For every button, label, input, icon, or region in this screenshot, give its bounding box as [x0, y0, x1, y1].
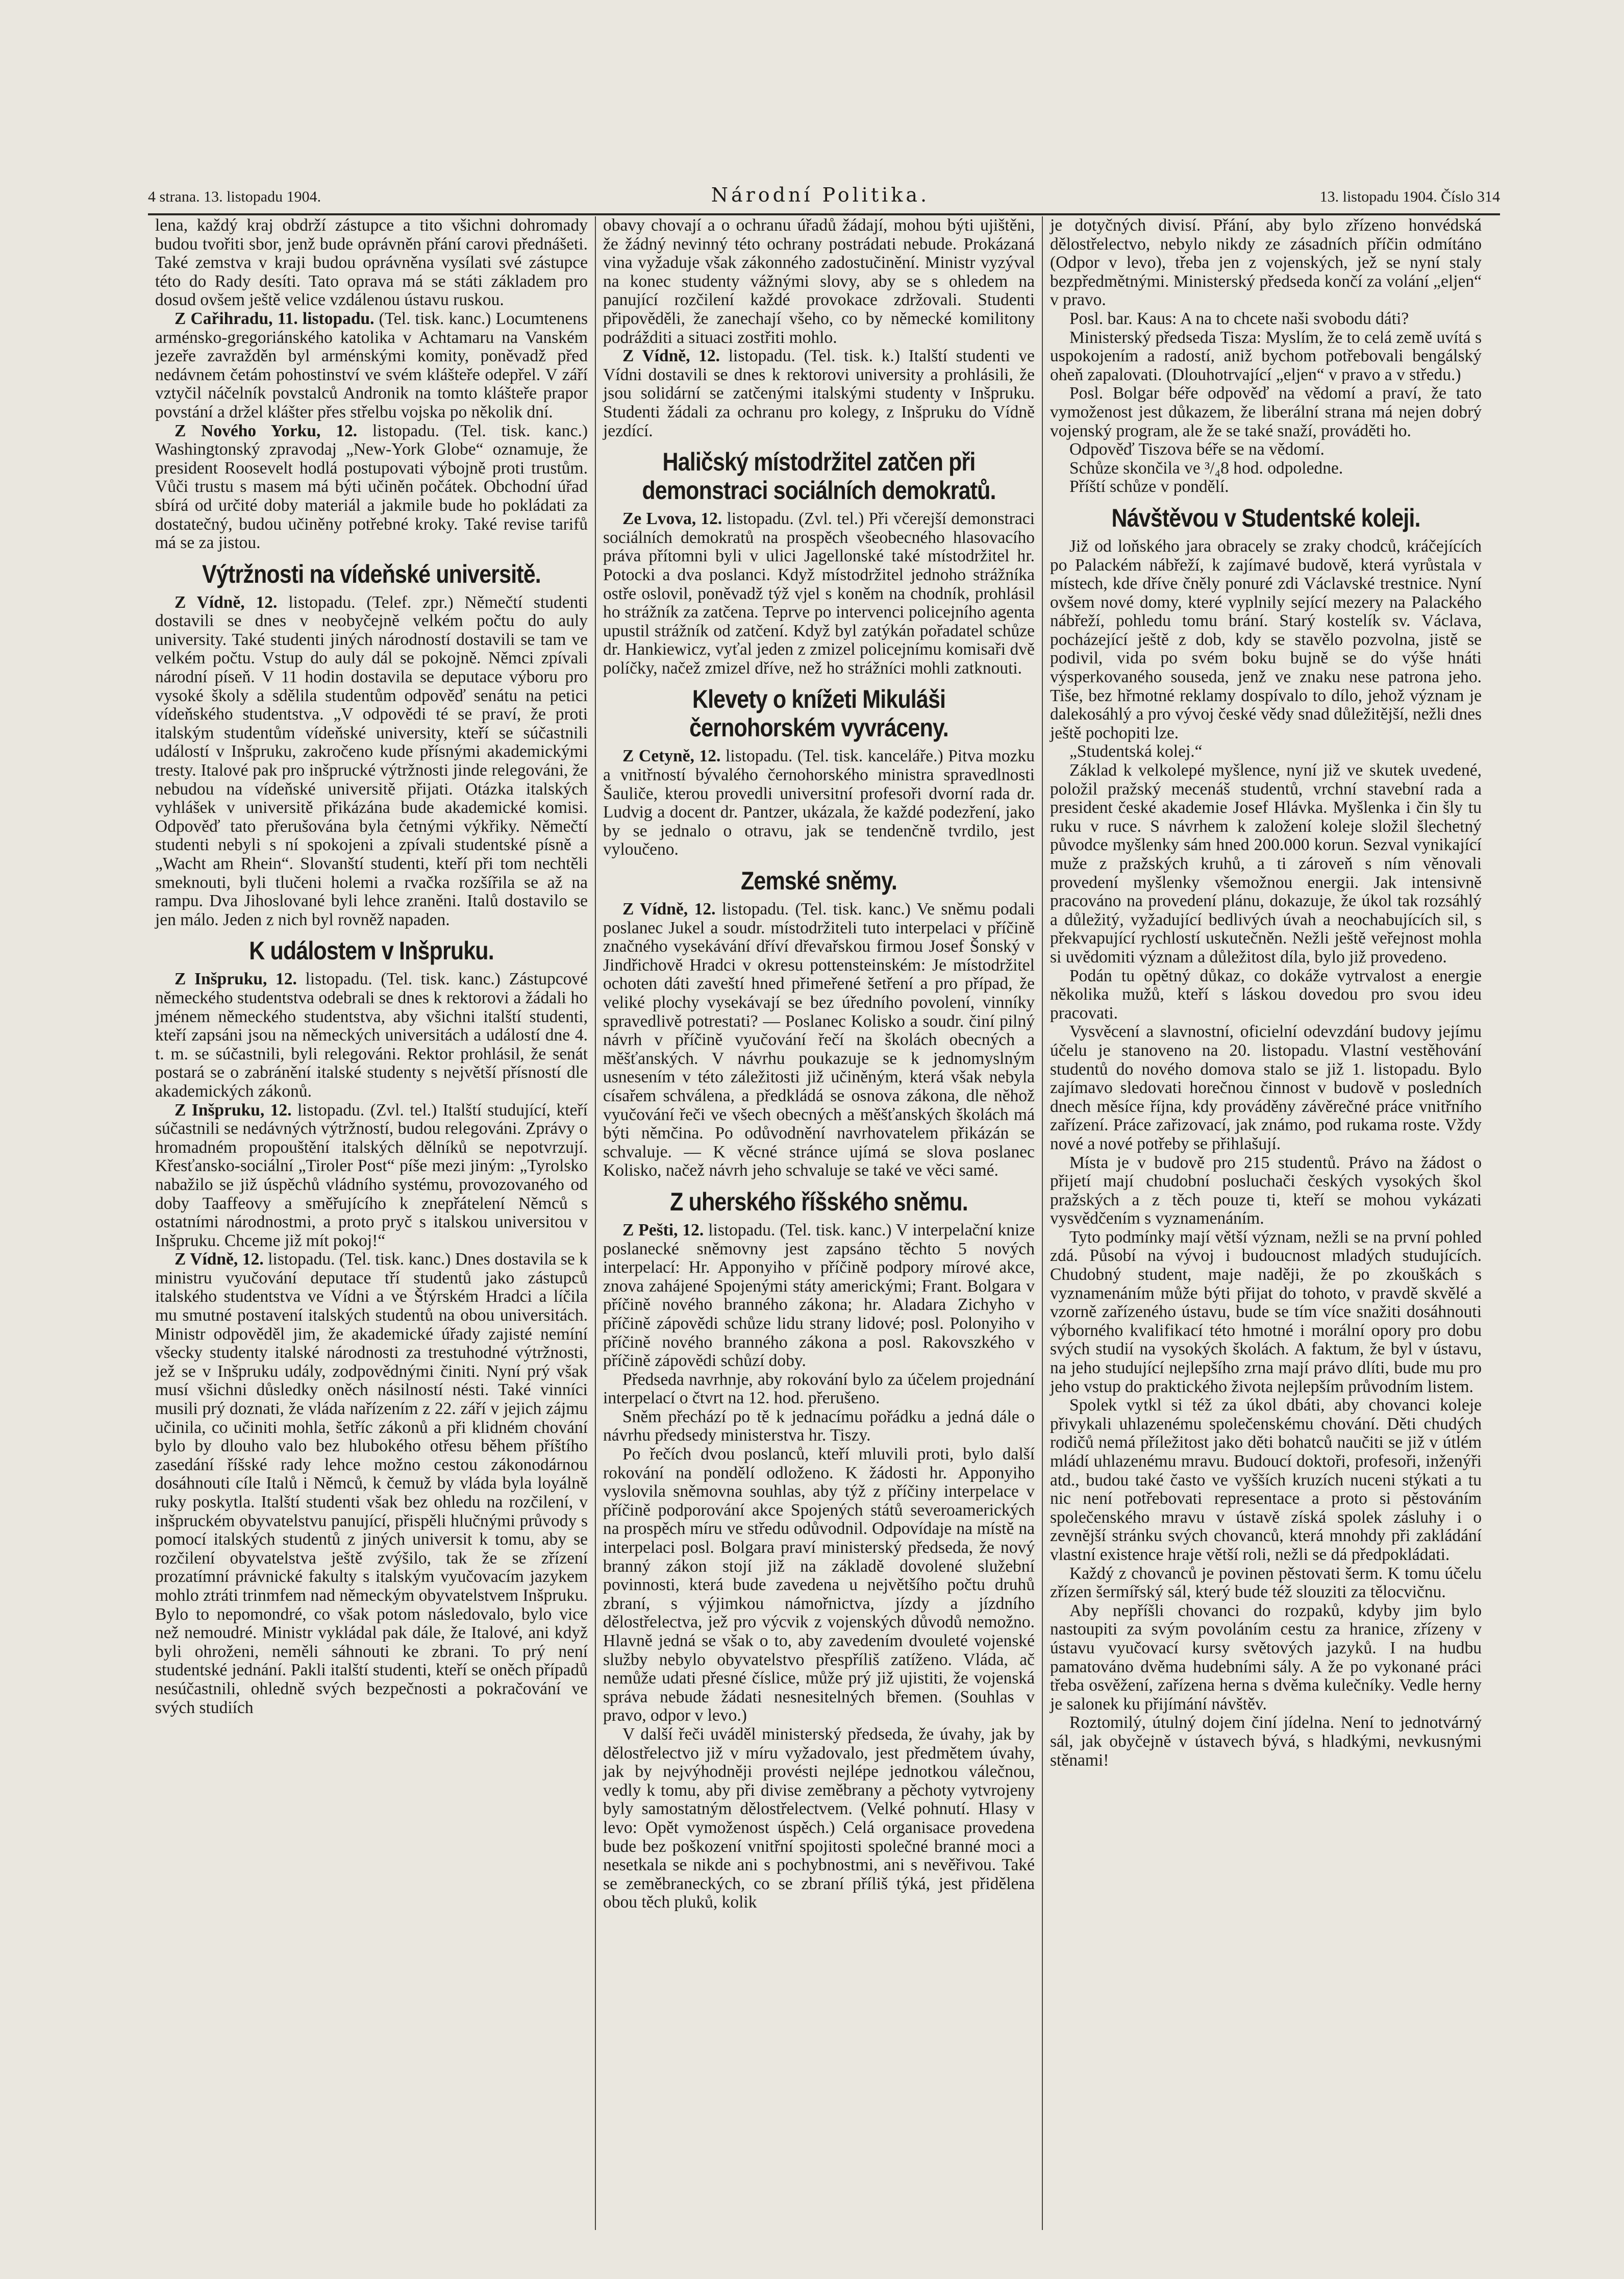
paragraph	[155, 970, 588, 1101]
header-page-info: 4 strana. 13. listopadu 1904.	[148, 188, 321, 205]
paragraph-text: listopadu. (Tel. tisk. kanc.) Zástupcové německého studentstva odebrali se dnes k rektorovi a žádali ho jménem německého studentstva, aby všichni italští studenti, kteří zapsáni jsou na německých universitách a událostí dne 4. t. m. se súčastnili, byli relegováni. Rektor prohlásil, že senát postará se o zabránění italské studenty s největší přísností dle akademických zákonů.	[155, 970, 588, 1101]
paragraph	[155, 1101, 588, 1251]
paragraph	[603, 510, 1035, 678]
newspaper-page	[148, 184, 1500, 2230]
paragraph: Schůze skončila ve ³/₄8 hod. odpoledne.	[1069, 458, 1343, 478]
paragraph: „Studentská kolej.“	[1069, 742, 1203, 761]
paragraph-text: listopadu. (Tel. tisk. kanc.) Washingtonský zpravodaj „New-York Globe“ oznamuje, že president Roosevelt hodlá postupovati výbojně proti trustům. Vůči trustu s masem má býti učiněn počátek. Obchodní úřad sbírá od určité doby materiál a jakmile bude ho pokládati za dostatečný, budou učiněny potřebné kroky. Také revise tarifů má se za jistou.	[155, 421, 588, 553]
paragraph-text: listopadu. (Tel. tisk. k.) Italští studenti ve Vídni dostavili se dnes k rektorovi university a prohlásili, že jsou solidární se zatčenými italskými studenty v Inšpruku. Studenti žádali za ochranu pro kolegy, z Inšpruku do Vídně jezdící.	[603, 346, 1035, 440]
paragraph: Základ k velkolepé myšlence, nyní již ve skutek uvedené, položil pražský mecenáš studentů, vrchní stavební rada a president české akademie Josef Hlávka. Myšlenka i čin šly tu ruku v ruce. S návrhem k založení koleje složil šlechetný původce myšlenky sám hned 200.000 korun. Sezval vynikající muže z pražských kruhů, a ti zároveň s ním věnovali provedení myšlenky všemožnou energii. Jak intensivně pracováno na provedení plánu, dokazuje, že úkol tak rozsáhlý a důležitý, vyžadující bedlivých úvah a neochabujících sil, s překvapující rychlostí uskutečněn. Nežli ještě veřejnost mohla si uvědomiti význam a důležitost díla, bylo již provedeno.	[1050, 761, 1482, 967]
paragraph-text: (Tel. tisk. kanc.) Locumtenens arménsko-gregoriánského katolika v Achtamaru na Vanském jezeře zavražděn byl arménskými komity, poněvadž před nedávnem četám pohostinství ve svém klášteře odepřel. V září vztyčil náčelník povstalců Andronik na tomto klášteře prapor povstání a držel klášter přes střelbu vojska po několik dní.	[155, 309, 588, 422]
paragraph-text: listopadu. (Tel. tisk. kanc.) Ve sněmu podali poslanec Jukel a soudr. místodržiteli tuto interpelaci v příčině značného vysekávání dříví dřevařskou firmou Josef Šonský v Jindřichově Hradci v okresu pottensteinském: Je místodržitel ochoten dáti zaveští hned přimeřené šetření a pro případ, že veliké plochy vysekávají se bez úředního povolení, vinníky spravedlivě potrestati? — Poslanec Kolisko a soudr. činí pilný návrh v příčině vyučování řečí na školách obecných a měšťanských. V návrhu poukazuje se k jednomyslným usnesením v této záležitosti již učiněným, která však nebyla císařem schválena, a předkládá se osnova zákona, dle něhož vyučování řeči ve všech obecných a měšťanských školách má býti němčina. Po odůvodnění navrhovatelem přikázán se schvaluje. — K věcné stránce ujímá se slova poslanec Kolisko, načež návrh jeho schvaluje se také ve věci samé.	[603, 900, 1035, 1180]
dateline: Z Inšpruku, 12.	[174, 970, 297, 989]
paragraph: Odpověď Tiszova béře se na vědomí.	[1069, 440, 1325, 459]
article-heading: Z uherského říšského sněmu.	[670, 1187, 968, 1216]
dateline: Z Inšpruku, 12.	[174, 1100, 292, 1120]
column-3	[1042, 216, 1489, 2230]
paragraph: Roztomilý, útulný dojem činí jídelna. Není to jednotvárný sál, jak obyčejně v ústavech bývá, s hladkými, nevkusnými stěnami!	[1050, 1713, 1482, 1770]
paragraph: V další řeči uváděl ministerský předseda, že úvahy, jak by dělostřelectvo již v míru vyžadovalo, jest předmětem úvahy, jak by nejvýhodněji provésti nejlépe jednotkou válečnou, vedly k tomu, aby při divise zeměbrany a pěchoty vytvrojeny byly samostatným dělostřelectvem. (Velké pohnutí. Hlasy v levo: Opět vymoženost úspěch.) Celá organisace provedena bude bez poškození vnitřní spojitosti společné branné moci a nesetkala se nikde ani s pochybnostmi, ani s nevěřivou. Také se zeměbraneckých, co se zbraní příliš týká, jest přidělena obou těch pluků, kolik	[603, 1724, 1035, 1912]
dateline: Z Cařihradu, 11. listopadu.	[174, 309, 374, 328]
article-heading: Zemské sněmy.	[741, 866, 897, 896]
paragraph: Posl. Bolgar béře odpověď na vědomí a praví, že tato vymoženost jest důkazem, že liberální strana má nejen dobrý vojenský program, ale že se také snaží, prováděti ho.	[1050, 384, 1482, 440]
paragraph-text: listopadu. (Zvl. tel.) Italští studující, kteří súčastnili se nedávných výtržností, budou relegováni. Zprávy o hromadném propouštění italských dělníků se nepotvrzují. Křesťansko-sociální „Tiroler Post“ píše mezi jiným: „Tyrolsko nabažilo se již úspěchů vládního systému, provozovaného od doby Taaffeovy a směřujícího k znepřátelení Němců s ostatními národnostmi, a proto pryč s italskou universitou v Inšpruku. Chceme již mít pokoj!“	[155, 1100, 588, 1250]
paragraph-text: listopadu. (Tel. tisk. kanc.) Dnes dostavila se k ministru vyučování deputace tří studentů jako zástupců italského studentstva ve Vídni a ve Štýrském Hradci a líčila mu smutné postavení italských studentů na obou universitách. Ministr odpověděl jim, že akademické úřady zajisté nemíní všecky studenty italské národnosti za trestuhodné výtržnosti, jež se v Inšpruku udály, zodpovědnými činiti. Nyní prý však musí všichni důsledky oněch násilností nésti. Také vinníci musili prý doznati, že vláda nařízením z 22. září v jejich zájmu učinila, co učiniti mohla, šetříc zákonů a při klidném chování bylo by dlouho valo bez hlubokého otřesu během příštího zasedání říšské rady lehce možno cestou zákonodárnou dosáhnouti cíle Italů i Němců, k čemuž by vláda byla loyálně ruky poskytla. Italští studenti však bez ohledu na rozčilení, v inšpruckém obyvatelstvu panující, přispěli hlučnými průvody s pomocí italských studentů z jiných universit k tomu, aby se rozčilení obyvatelstva ještě zvýšilo, tak že se zřízení prozatímní právnické fakulty s italským vyučovacím jazykem mohlo ztráti trinmfem nad německým obyvatelstvem Inšpruku. Bylo to nepomondré, co však potom následovalo, bylo vice než nemoudré. Ministr vykládal pak dále, že Italové, ani když byli ohroženi, neměli sáhnouti ke zbrani. To prý není studentské jednání. Pakli italští studenti, kteří se oněch případů nesúčastnili, ohledně svých bezpečnosti a pokračování ve svých studiích	[155, 1250, 588, 1717]
paragraph: Již od loňského jara obracely se zraky chodců, kráčejících po Palackém nábřeží, k zajímavé budově, která vyrůstala v místech, kde dříve čněly ponuré zdi Václavské trestnice. Nyní ovšem nové domy, které vyplnily sející mezery na Palackého nábřeží, pohledu tomu brání. Starý kostelík sv. Václava, pocházející ještě z dob, kdy se stavělo pozvolna, jistě se podivil, vida po svém boku bujně se do výše hnáti výsperkovaného souseda, jenž ve znaku nese patrona jeho. Tiše, bez hřmotné reklamy dospívalo to dílo, jehož význam je dalekosáhlý a pro vývoj české vědy snad důležitější, nežli dnes ještě pochopiti lze.	[1050, 536, 1482, 742]
paragraph: je dotyčných divisí. Přání, aby bylo zřízeno honvédská dělostřelectvo, nebylo nikdy ze zásadních příčin odmítáno (Odpor v levo), třeba jen z vojenských, jež se nyní staly bezpředmětnými. Ministerský předseda končí za volání „eljen“ v pravo.	[1050, 216, 1482, 310]
page-header	[148, 184, 1500, 215]
column-1	[148, 216, 595, 2230]
paragraph: Spolek vytkl si též za úkol dbáti, aby chovanci koleje přivykali uhlazenému společenskému chování. Děti chudých rodičů nemá příležitost jako děti bohatců naučiti se již v útlém mládí uhlazenému mravu. Budoucí doktoři, profesoři, inženýři atd., budou také často ve vyšších kruzích nuceni stýkati a tu nic není potřebovati representace a proto si pěstováním společenského mravu v ústavě získá spolek zásluhy i o zevnější stránku svých chovanců, která mnohdy při zakládání vlastní existence hraje větší roli, nežli se dá předpokládati.	[1050, 1396, 1482, 1564]
paragraph: Vysvěcení a slavnostní, oficielní odevzdání budovy jejímu účelu je stanoveno na 20. listopadu. Vlastní vestěhování studentů do nového domova stalo se již 1. listopadu. Bylo zajímavo sledovati horečnou činnost v budově v posledních dnech měsíce října, kdy prováděny závěrečné práce vnitřního zařízení. Práce zařizovací, jak známo, pod rukama roste. Vždy nové a nové potřeby se přihlašují.	[1050, 1022, 1482, 1153]
paragraph: Posl. bar. Kaus: A na to chcete naši svobodu dáti?	[1069, 309, 1409, 328]
masthead: Národní Politika.	[711, 184, 930, 206]
article-heading: Haličský místodržitel zatčen při demonstraci sociálních demokratů.	[642, 448, 996, 505]
paragraph-text: listopadu. (Telef. zpr.) Němečtí studenti dostavili se dnes v neobyčejně velkém počtu do auly university. Také studenti jiných národností dostavili se tam ve velkém počtu. Vstup do auly dál se pokojně. Němci zpívali národní píseň. V 11 hodin dostavila se deputace výboru pro vysoké školy a sdělila studentům odpověď senátu na petici vídeňského studentstva. „V odpovědi té se praví, že proti italským studentům vídeňské university, kteří se súčastnili událostí v Inšpruku, zakročeno kude přísnými akademickými tresty. Italové pak pro inšprucké výtržnosti jinde relegováni, že nebudou na vídeňské universitě přijati. Otázka italských vyhlášek v universitě přikázána bude akademické komisi. Odpověď tato přerušována byla četnými výkřiky. Němečtí studenti nebyli s ní spokojeni a zpívali studentské písně a „Wacht am Rhein“. Slovanští studenti, kteří při tom nechtěli smeknouti, byli tlučeni holemi a rvačka rozšířila se až na rampu. Dva Jihoslované byli lehce zraněni. Italů dostavilo se jen málo. Jeden z nich byl rovněž napaden.	[155, 592, 588, 929]
paragraph	[603, 1221, 1035, 1371]
paragraph: Ministerský předseda Tisza: Myslím, že to celá země uvítá s uspokojením a radostí, aniž bychom potřebovali bengálský oheň zapalovati. (Dlouhotrvající „eljen“ v pravo a v středu.)	[1050, 328, 1482, 384]
paragraph: Podán tu opětný důkaz, co dokáže vytrvalost a energie několika mužů, kteří s láskou dovedou pro svou ideu pracovati.	[1050, 966, 1482, 1023]
dateline: Z Nového Yorku, 12.	[174, 421, 358, 440]
article-heading: Výtržnosti na vídeňské universitě.	[202, 559, 541, 588]
dateline: Z Pešti, 12.	[622, 1220, 704, 1240]
dateline: Ze Lvova, 12.	[622, 509, 722, 529]
paragraph	[603, 900, 1035, 1180]
paragraph-text: listopadu. (Zvl. tel.) Při včerejší demonstraci sociálních demokratů na prospěch všeobecného hlasovacího práva přítomni byli v ulici Jagellonské také místodržitel hr. Potocki a dva poslanci. Když místodržitel jednoho strážníka ostře oslovil, poněvadž týž vjel s koněm na chodník, prohlásil ho strážník za zatčena. Teprve po intervenci policejního agenta upustil strážník od zatčení. Když byl zatýkán pořadatel schůze dr. Hankiewicz, vyťal jeden z zmizel policejnímu komisaři dvě políčky, načež zmizel dříve, než ho strážníci mohli zatknouti.	[603, 509, 1035, 678]
paragraph: lena, každý kraj obdrží zástupce a tito všichni dohromady budou tvořiti sbor, jenž bude oprávněn přání carovi přednášeti. Také zemstva v kraji budou oprávněna vysílati své zástupce této do Rady desíti. Tato oprava má se státi základem pro dosud ovšem ještě velice vzdálenou ústavu ruskou.	[155, 216, 588, 310]
paragraph: Po řečích dvou poslanců, kteří mluvili proti, bylo další rokování na pondělí odloženo. K žádosti hr. Apponyiho vyslovila sněmovna souhlas, aby týž z příčiny interpelace v příčině podporování akce Spojených států severoamerických na prospěch míru ve středu odůvodnil. Odpovídaje na místě na interpelaci posl. Bolgara praví ministerský předseda, že nový branný zákon stojí již na základě dovolené služební povinnosti, která bude zavedena u největšího počtu druhů zbraní, s výjimkou námořnictva, jízdy a jízdního dělostřelectva, jež pro výcvik z vojenských důvodů nemožno. Hlavně jedná se však o to, aby zavedením dvouleté vojenské služby nebylo obyvatelstvo přespříliš zatíženo. Vláda, ač nemůže udati přesné číslice, může prý již ujistiti, že vojenská správa nebude žádati nesnesitelných břemen. (Souhlas v pravo, odpor v levo.)	[603, 1445, 1035, 1725]
article-heading: Návštěvou v Studentské koleji.	[1111, 503, 1420, 532]
paragraph: Aby nepříšli chovanci do rozpaků, kdyby jim bylo nastoupiti za svým povoláním cestu za hranice, zřízeny v ústavu vyučovací kursy světových jazyků. I na hudbu pamatováno dvěma hudebními sály. A že po vykonané práci třeba osvěžení, zařízena herna s dvěma kulečníky. Vedle herny je salonek ku přijímání návštěv.	[1050, 1601, 1482, 1714]
paragraph: Místa je v budově pro 215 studentů. Právo na žádost o přijetí mají chudobní posluchači českých vysokých škol pražských a z těch pouze ti, kteří se mohou vykázati vysvědčením s vyznamenáním.	[1050, 1153, 1482, 1228]
paragraph: Příští schůze v pondělí.	[1069, 477, 1229, 497]
paragraph: Tyto podmínky mají větší význam, nežli se na první pohled zdá. Působí na vývoj i budoucnost mladých studujících. Chudobný student, maje naději, že po zkouškách s vyznamenáním může býti přijat do tohoto, v pravdě skvělé a vzorně zařízeného ústavu, bude se tím více snažiti dosáhnouti výborného kvalifikací této hmotné i morální opory pro dobu svých studií na vysokých školách. A faktum, že byl v ústavu, na jeho studující nejlepšího zrna mají právo dlíti, bude mu pro jeho vstup do praktického života nejlepším průvodním listem.	[1050, 1227, 1482, 1396]
dateline: Z Cetyně, 12.	[622, 747, 721, 766]
header-issue-info: 13. listopadu 1904. Číslo 314	[1319, 188, 1500, 205]
column-2	[595, 216, 1042, 2230]
paragraph	[155, 310, 588, 422]
dateline: Z Vídně, 12.	[622, 346, 720, 366]
dateline: Z Vídně, 12.	[174, 592, 278, 612]
paragraph	[155, 422, 588, 553]
columns	[148, 216, 1500, 2230]
paragraph: Sněm přechází po tě k jednacímu pořádku a jedná dále o návrhu předsedy ministerstva hr. Tiszy.	[603, 1407, 1035, 1445]
article-heading: Klevety o knížeti Mikuláši černohorském vyvráceny.	[689, 685, 948, 742]
article-heading: K událostem v Inšpruku.	[249, 936, 494, 965]
paragraph: obavy chovají a o ochranu úřadů žádají, mohou býti ujištěni, že žádný nevinný této ochrany postrádati nebude. Prokázaná vina vyžaduje však zákonného zadostučinění. Ministr vyzýval na konec studenty vážnými slovy, aby se s ohledem na panující rozčilení každé provokace zdržovali. Studenti připověděli, že zanechají všeho, co by německé komilitony podrážditi a situaci zostřiti mohlo.	[603, 216, 1035, 347]
paragraph	[155, 1250, 588, 1717]
paragraph	[603, 747, 1035, 859]
paragraph	[155, 593, 588, 930]
dateline: Z Vídně, 12.	[174, 1250, 264, 1269]
paragraph-text: listopadu. (Tel. tisk. kanceláře.) Pitva mozku a vnitřností bývalého černohorského ministra spravedlnosti Šauliče, kterou provedli universitní profesoři dvorní rada dr. Ludvig a docent dr. Pantzer, ukázala, že každé podezření, jako by se jednalo o otravu, jak se tendenčně tvrdilo, jest vyloučeno.	[603, 747, 1035, 859]
paragraph	[603, 347, 1035, 440]
paragraph: Každý z chovanců je povinen pěstovati šerm. K tomu účelu zřízen šermířský sál, který bude též slouziti za tělocvičnu.	[1050, 1564, 1482, 1602]
paragraph-text: listopadu. (Tel. tisk. kanc.) V interpelační knize poslanecké sněmovny jest zapsáno těchto 5 nových interpelací: Hr. Apponyiho v příčině podpory mírové akce, znova zahájené Spojenými státy americkými; Frant. Bolgara v příčině nového branného zákona; hr. Aladara Zichyho v příčině zápovědi schůze lidu strany lidové; posl. Polonyiho v příčině nového branného zákona a posl. Rakovszkého v příčině zápovědi schůzí doby.	[603, 1220, 1035, 1371]
dateline: Z Vídně, 12.	[622, 900, 716, 919]
paragraph: Předseda navrhnje, aby rokování bylo za účelem projednání interpelací o čtvrt na 12. hod. přerušeno.	[603, 1370, 1035, 1408]
